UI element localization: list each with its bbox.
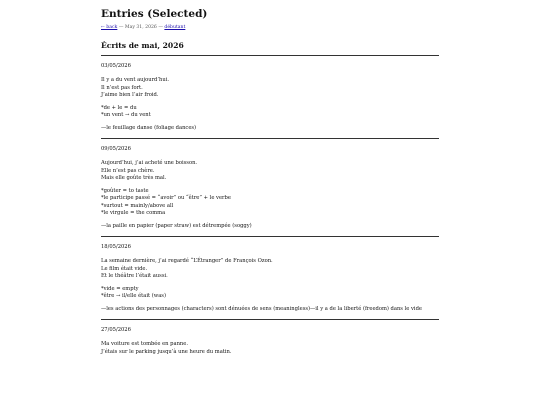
entry-date: 09/05/2026 (101, 146, 131, 152)
entry-line: Et le théâtre l’était aussi. (101, 273, 168, 279)
entry-note: *le virgule = the comma (101, 210, 166, 216)
entry-line: Il n’est pas fort. (101, 84, 143, 91)
section-title: Écrits de mai, 2026 (101, 41, 184, 50)
entry-line: Il y a du vent aujourd’hui. (101, 77, 170, 83)
level-link[interactable]: débutant (164, 25, 186, 30)
entry (101, 320, 439, 362)
entry-note: *goûter = to taste (101, 187, 149, 194)
entry-note: *de + le = du (101, 104, 137, 111)
meta-date: May 31, 2026 (124, 25, 157, 30)
meta-separator: — (118, 25, 124, 30)
entry-line: Le film était vide. (101, 265, 148, 272)
page (101, 0, 439, 362)
page-meta (101, 24, 439, 31)
entry-quote: —la paille en papier (paper straw) est détrempée (soggy) (101, 222, 252, 229)
entry-line: Elle n’est pas chère. (101, 167, 155, 174)
entry-line: Ma voiture est tombée en panne. (101, 341, 188, 347)
meta-separator: — (158, 25, 163, 30)
entry (101, 237, 439, 319)
entry-line: J’étais sur le parking jusqu’à une heure du matin. (101, 348, 232, 355)
entry-line: La semaine dernière, j’ai regardé “L’Étranger” de François Ozon. (101, 258, 273, 264)
entry-note: *vide = empty (101, 285, 139, 292)
entry-date: 27/05/2026 (101, 327, 131, 333)
page-title: Entries (Selected) (101, 8, 208, 20)
entry-date: 18/05/2026 (101, 244, 131, 250)
entry-line: Mais elle goûte très mal. (101, 175, 167, 181)
entry-quote: —le feuillage danse (foliage dances) (101, 124, 197, 131)
entry-note: *un vent → du vent (101, 112, 151, 118)
entry-date: 03/05/2026 (101, 63, 131, 69)
entry (101, 56, 439, 138)
entry-quote: —les actions des personnages (characters) sont dénuées de sens (meaningless)—il y a de la liberté (freedom) dans le vide (101, 305, 422, 312)
entry-note: *surtout = mainly/above all (101, 202, 174, 209)
entry-note: *être → il/elle était (was) (101, 293, 166, 299)
back-link[interactable]: ← back (101, 25, 118, 30)
entry (101, 139, 439, 236)
entry-line: J’aime bien l’air froid. (101, 92, 159, 98)
entry-line: Aujourd’hui, j’ai acheté une boisson. (101, 160, 198, 166)
entry-note: *le participe passé = “avoir” ou “être” + le verbe (101, 195, 231, 201)
